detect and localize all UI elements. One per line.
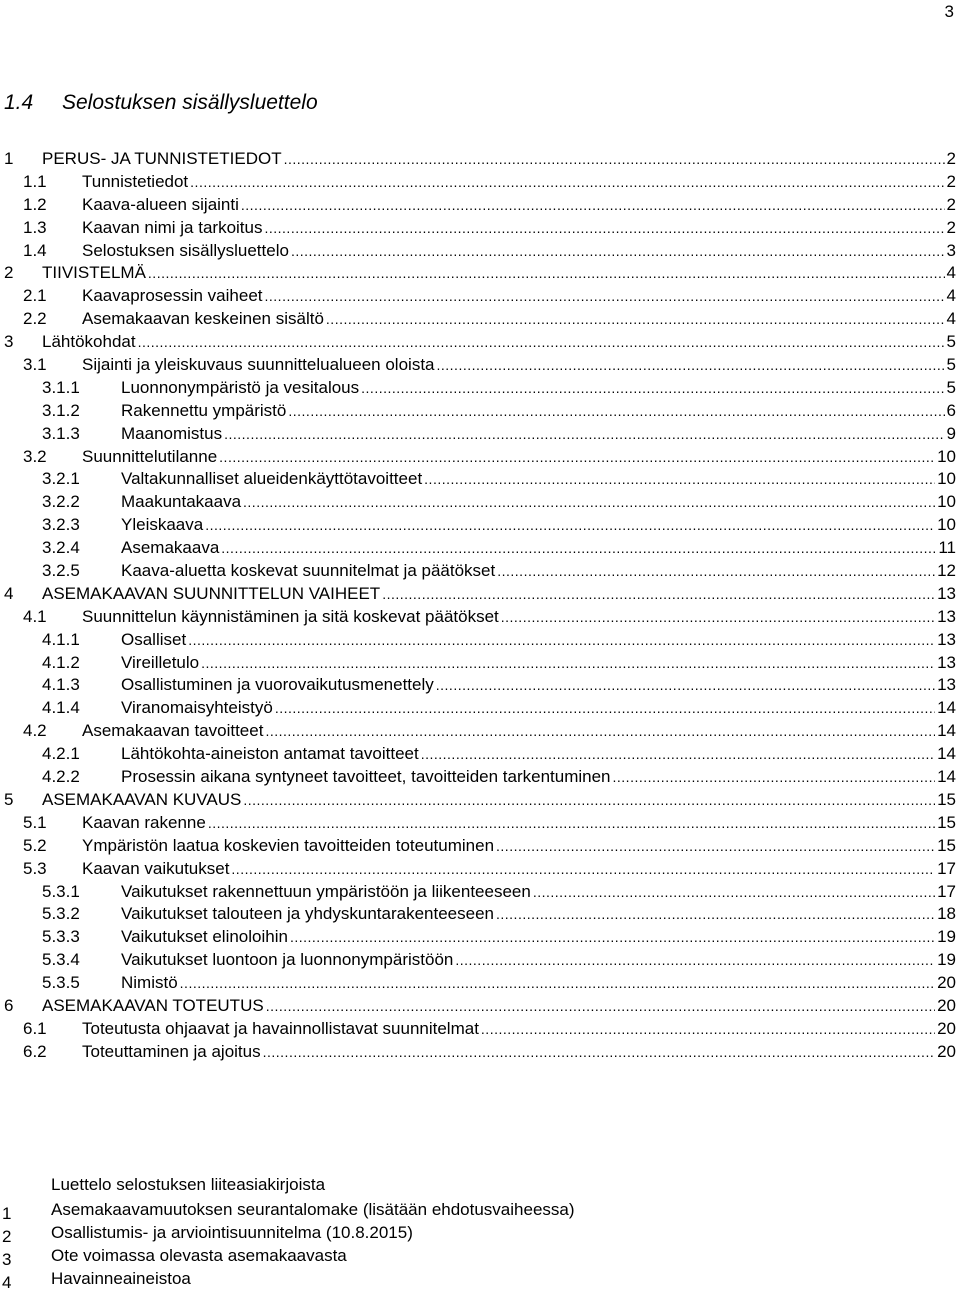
toc-entry-title: Kaava-alueen sijainti [82, 194, 239, 214]
toc-entry[interactable] [0, 629, 960, 652]
toc-entry-page: 14 [937, 698, 956, 718]
toc-entry-page: 15 [937, 812, 956, 832]
toc-entry-number: 3.2.3 [42, 515, 80, 535]
toc-entry-title: Vireilletulo [121, 652, 200, 672]
toc-entry-line [82, 812, 956, 835]
toc-entry-line [82, 446, 956, 469]
toc-leader-dots [501, 606, 935, 629]
toc-entry-number: 5.3.3 [42, 927, 80, 947]
toc-entry-title: ASEMAKAAVAN SUUNNITTELUN VAIHEET [42, 583, 381, 603]
toc-leader-dots [436, 674, 935, 697]
toc-entry[interactable] [0, 652, 960, 675]
toc-entry-page: 3 [946, 240, 956, 260]
toc-entry-page: 13 [937, 583, 956, 603]
toc-leader-dots [481, 1018, 935, 1041]
toc-entry-line [121, 697, 956, 720]
toc-entry-title: Viranomaisyhteistyö [121, 698, 273, 718]
toc-entry-number: 6 [4, 995, 14, 1015]
toc-entry[interactable] [0, 217, 960, 240]
toc-entry-number: 5.3 [23, 858, 47, 878]
toc-entry[interactable] [0, 240, 960, 263]
toc-entry-page: 20 [937, 973, 956, 993]
toc-entry-number: 3.1.1 [42, 377, 80, 397]
attachment-number: 4 [2, 1273, 12, 1292]
toc-entry-page: 20 [937, 1018, 956, 1038]
toc-entry-number: 3.2.2 [42, 492, 80, 512]
toc-entry-title: PERUS- JA TUNNISTETIEDOT [42, 149, 282, 168]
toc-leader-dots [421, 743, 935, 766]
toc-entry-line [121, 423, 956, 446]
toc-entry-number: 1.3 [23, 217, 47, 237]
toc-entry-page: 10 [937, 469, 956, 489]
toc-entry-page: 14 [937, 744, 956, 764]
toc-leader-dots [231, 858, 935, 881]
toc-entry-page: 4 [946, 309, 956, 329]
toc-leader-dots [326, 308, 945, 331]
toc-entry-page: 4 [946, 263, 956, 283]
toc-entry-page: 14 [937, 721, 956, 741]
toc-entry-number: 4.2.1 [42, 744, 80, 764]
toc-entry-page: 4 [946, 286, 956, 306]
toc-entry-line [121, 926, 956, 949]
toc-entry-title: Tunnistetiedot [82, 171, 189, 191]
toc-entry[interactable] [0, 697, 960, 720]
toc-entry-line [42, 789, 956, 812]
toc-leader-dots [496, 835, 935, 858]
toc-entry-title: Nimistö [121, 973, 178, 993]
toc-entry-number: 6.2 [23, 1041, 47, 1061]
toc-entry-title: Kaavan nimi ja tarkoitus [82, 217, 263, 237]
toc-entry-number: 3.1.2 [42, 400, 80, 420]
toc-entry-page: 10 [937, 515, 956, 535]
toc-entry-line [121, 743, 956, 766]
toc-entry-page: 13 [937, 675, 956, 695]
toc-entry-title: Suunnittelutilanne [82, 446, 218, 466]
toc-entry-number: 5.1 [23, 812, 47, 832]
toc-entry-line [121, 972, 956, 995]
toc-entry-line [121, 491, 956, 514]
toc-entry-title: Maanomistus [121, 423, 223, 443]
toc-entry-title: Vaikutukset rakennettuun ympäristöön ja liikenteeseen [121, 881, 531, 901]
toc-entry-title: TIIVISTELMÄ [42, 263, 146, 283]
toc-entry[interactable] [0, 881, 960, 904]
toc-entry-number: 5.3.5 [42, 973, 80, 993]
toc-entry[interactable] [0, 285, 960, 308]
toc-entry-line [121, 674, 956, 697]
toc-entry[interactable] [0, 560, 960, 583]
toc-leader-dots [138, 331, 945, 354]
toc-entry[interactable] [0, 674, 960, 697]
toc-leader-dots [288, 400, 944, 423]
toc-entry-number: 5.3.2 [42, 904, 80, 924]
toc-entry-title: Luonnonympäristö ja vesitalous [121, 377, 360, 397]
toc-entry-line [42, 148, 956, 171]
attachment-number: 2 [2, 1227, 12, 1246]
toc-leader-dots [265, 285, 945, 308]
toc-entry-page: 14 [937, 767, 956, 787]
toc-entry-title: Lähtökohta-aineiston antamat tavoitteet [121, 744, 419, 764]
toc-entry[interactable] [0, 858, 960, 881]
toc-entry-number: 3.2.4 [42, 538, 80, 558]
toc-entry-line [42, 583, 956, 606]
toc-entry-title: Vaikutukset elinoloihin [121, 927, 288, 947]
toc-leader-dots [266, 995, 935, 1018]
toc-leader-dots [361, 377, 944, 400]
toc-entry-title: Toteuttaminen ja ajoitus [82, 1041, 261, 1061]
toc-entry-page: 10 [937, 492, 956, 512]
toc-entry-number: 5.3.4 [42, 950, 80, 970]
toc-entry-number: 1 [4, 149, 14, 168]
toc-entry[interactable] [0, 514, 960, 537]
toc-entry-title: Yleiskaava [121, 515, 204, 535]
toc-entry-number: 2.1 [23, 286, 47, 306]
toc-entry-title: ASEMAKAAVAN TOTEUTUS [42, 995, 264, 1015]
toc-leader-dots [188, 629, 935, 652]
toc-entry-page: 18 [937, 904, 956, 924]
toc-leader-dots [205, 514, 935, 537]
toc-entry-title: Osalliset [121, 629, 187, 649]
toc-entry-title: Toteutusta ohjaavat ja havainnollistavat suunnitelmat [82, 1018, 479, 1038]
toc-entry-title: ASEMAKAAVAN KUVAUS [42, 789, 242, 809]
toc-entry-number: 3 [4, 332, 14, 352]
toc-entry-page: 17 [937, 858, 956, 878]
toc-entry-number: 4 [4, 583, 14, 603]
table-of-contents [0, 148, 960, 1064]
toc-entry-line [121, 881, 956, 904]
toc-entry[interactable] [0, 766, 960, 789]
toc-entry-number: 2.2 [23, 309, 47, 329]
toc-leader-dots [497, 560, 935, 583]
toc-entry-line [121, 949, 956, 972]
toc-entry[interactable] [0, 743, 960, 766]
toc-entry[interactable] [0, 972, 960, 995]
toc-entry[interactable] [0, 308, 960, 331]
toc-entry-title: Rakennettu ympäristö [121, 400, 287, 420]
toc-entry[interactable] [0, 148, 960, 171]
toc-entry-page: 13 [937, 606, 956, 626]
toc-entry-number: 3.2 [23, 446, 47, 466]
toc-leader-dots [243, 789, 935, 812]
attachment-number: 3 [2, 1250, 12, 1269]
toc-entry-title: Lähtökohdat [42, 332, 136, 352]
page-number: 3 [944, 2, 954, 21]
toc-leader-dots [455, 949, 935, 972]
toc-leader-dots [533, 881, 935, 904]
toc-entry[interactable] [0, 468, 960, 491]
attachment-text: Osallistumis- ja arviointisuunnitelma (10.8.2015) [51, 1223, 413, 1242]
toc-entry-title: Asemakaavan tavoitteet [82, 721, 264, 741]
toc-entry[interactable] [0, 995, 960, 1018]
toc-entry-line [82, 1018, 956, 1041]
toc-entry-page: 11 [938, 538, 956, 558]
toc-entry[interactable] [0, 606, 960, 629]
toc-entry-page: 19 [937, 950, 956, 970]
toc-leader-dots [263, 1041, 935, 1064]
toc-leader-dots [382, 583, 935, 606]
toc-entry-number: 1.2 [23, 194, 47, 214]
toc-entry-title: Kaavaprosessin vaiheet [82, 286, 263, 306]
toc-entry-number: 2 [4, 263, 14, 283]
toc-leader-dots [284, 148, 945, 171]
toc-entry[interactable] [0, 903, 960, 926]
toc-entry[interactable] [0, 720, 960, 743]
toc-entry[interactable] [0, 194, 960, 217]
toc-entry-number: 4.2.2 [42, 767, 80, 787]
toc-leader-dots [290, 926, 935, 949]
toc-entry-line [121, 652, 956, 675]
toc-entry-title: Vaikutukset luontoon ja luonnonympäristöön [121, 950, 454, 970]
attachments-title: Luettelo selostuksen liiteasiakirjoista [51, 1175, 326, 1194]
toc-entry-title: Asemakaavan keskeinen sisältö [82, 309, 324, 329]
toc-entry[interactable] [0, 1018, 960, 1041]
toc-entry[interactable] [0, 835, 960, 858]
toc-entry-number: 1.1 [23, 171, 47, 191]
toc-entry-line [82, 858, 956, 881]
toc-entry-page: 17 [937, 881, 956, 901]
toc-entry-title: Maakuntakaava [121, 492, 242, 512]
toc-entry-line [121, 903, 956, 926]
toc-entry-title: Kaavan rakenne [82, 812, 206, 832]
toc-entry-page: 5 [946, 332, 956, 352]
toc-entry-page: 13 [937, 652, 956, 672]
toc-entry-line [82, 720, 956, 743]
toc-entry-page: 2 [946, 149, 956, 168]
toc-entry-title: Suunnittelun käynnistäminen ja sitä koskevat päätökset [82, 606, 499, 626]
toc-entry-line [82, 194, 956, 217]
toc-entry-title: Selostuksen sisällysluettelo [82, 240, 289, 260]
attachment-text: Ote voimassa olevasta asemakaavasta [51, 1246, 347, 1265]
section-heading-title: Selostuksen sisällysluettelo [62, 91, 318, 114]
section-heading-number: 1.4 [4, 91, 34, 114]
toc-leader-dots [424, 468, 935, 491]
toc-entry[interactable] [0, 377, 960, 400]
toc-entry-line [121, 537, 956, 560]
toc-entry[interactable] [0, 400, 960, 423]
toc-entry-line [82, 354, 956, 377]
toc-entry-line [82, 171, 956, 194]
toc-entry-page: 2 [946, 194, 956, 214]
toc-leader-dots [208, 812, 935, 835]
toc-leader-dots [180, 972, 935, 995]
toc-entry-title: Ympäristön laatua koskevien tavoitteiden toteutuminen [82, 835, 495, 855]
toc-leader-dots [201, 652, 935, 675]
toc-entry-line [42, 995, 956, 1018]
toc-leader-dots [190, 171, 944, 194]
toc-entry-line [82, 835, 956, 858]
toc-entry-page: 19 [937, 927, 956, 947]
toc-entry-page: 12 [937, 561, 956, 581]
toc-leader-dots [219, 446, 935, 469]
toc-entry[interactable] [0, 446, 960, 469]
toc-entry[interactable] [0, 789, 960, 812]
toc-leader-dots [275, 697, 935, 720]
toc-entry-line [121, 400, 956, 423]
toc-entry-page: 2 [946, 217, 956, 237]
toc-entry-page: 10 [937, 446, 956, 466]
toc-leader-dots [613, 766, 936, 789]
toc-entry[interactable] [0, 171, 960, 194]
toc-entry-line [121, 377, 956, 400]
toc-leader-dots [241, 194, 945, 217]
toc-entry-number: 3.2.1 [42, 469, 80, 489]
toc-entry-title: Asemakaava [121, 538, 220, 558]
toc-leader-dots [437, 354, 945, 377]
toc-entry-title: Kaava-aluetta koskevat suunnitelmat ja päätökset [121, 561, 496, 581]
toc-entry-title: Prosessin aikana syntyneet tavoitteet, tavoitteiden tarkentuminen [121, 767, 611, 787]
toc-entry-number: 6.1 [23, 1018, 47, 1038]
toc-entry[interactable] [0, 262, 960, 285]
section-heading [4, 91, 318, 115]
toc-entry-line [82, 240, 956, 263]
toc-leader-dots [291, 240, 945, 263]
toc-entry-page: 6 [946, 400, 956, 420]
toc-entry-line [42, 331, 956, 354]
toc-entry-number: 5.3.1 [42, 881, 80, 901]
toc-entry[interactable] [0, 423, 960, 446]
toc-entry-number: 4.1.1 [42, 629, 80, 649]
attachment-text: Havainneaineistoa [51, 1269, 191, 1288]
toc-entry-page: 15 [937, 789, 956, 809]
toc-leader-dots [224, 423, 944, 446]
attachment-number: 1 [2, 1204, 12, 1223]
toc-entry-number: 5.2 [23, 835, 47, 855]
toc-entry-number: 4.1.3 [42, 675, 80, 695]
toc-entry-number: 3.1 [23, 355, 47, 375]
toc-entry-page: 5 [946, 377, 956, 397]
toc-entry-line [82, 1041, 956, 1064]
toc-entry-number: 4.1.2 [42, 652, 80, 672]
toc-leader-dots [264, 217, 944, 240]
toc-entry-line [82, 308, 956, 331]
toc-entry-title: Kaavan vaikutukset [82, 858, 230, 878]
toc-entry[interactable] [0, 949, 960, 972]
toc-leader-dots [243, 491, 935, 514]
toc-leader-dots [496, 903, 935, 926]
toc-entry-line [82, 285, 956, 308]
toc-entry-number: 4.1 [23, 606, 47, 626]
toc-entry-page: 15 [937, 835, 956, 855]
toc-leader-dots [265, 720, 935, 743]
toc-entry-line [121, 514, 956, 537]
toc-entry-line [82, 606, 956, 629]
toc-entry-number: 3.2.5 [42, 561, 80, 581]
toc-entry-line [121, 766, 956, 789]
toc-entry-number: 1.4 [23, 240, 47, 260]
toc-entry[interactable] [0, 354, 960, 377]
toc-entry-number: 4.1.4 [42, 698, 80, 718]
toc-leader-dots [148, 262, 945, 285]
toc-entry[interactable] [0, 491, 960, 514]
toc-entry[interactable] [0, 812, 960, 835]
toc-entry-title: Vaikutukset talouteen ja yhdyskuntarakenteeseen [121, 904, 494, 924]
toc-entry[interactable] [0, 583, 960, 606]
toc-entry[interactable] [0, 537, 960, 560]
toc-entry-page: 5 [946, 355, 956, 375]
toc-entry-title: Valtakunnalliset alueidenkäyttötavoitteet [121, 469, 423, 489]
toc-entry-page: 20 [937, 995, 956, 1015]
attachment-text: Asemakaavamuutoksen seurantalomake (lisätään ehdotusvaiheessa) [51, 1200, 575, 1219]
toc-entry-number: 5 [4, 789, 14, 809]
toc-entry-page: 20 [937, 1041, 956, 1061]
toc-entry-line [121, 629, 956, 652]
toc-entry-number: 4.2 [23, 721, 47, 741]
toc-entry-title: Sijainti ja yleiskuvaus suunnittelualueen oloista [82, 355, 435, 375]
toc-entry-line [121, 468, 956, 491]
toc-leader-dots [221, 537, 936, 560]
toc-entry-title: Osallistuminen ja vuorovaikutusmenettely [121, 675, 434, 695]
toc-entry-page: 9 [946, 423, 956, 443]
toc-entry-line [82, 217, 956, 240]
toc-entry-page: 2 [946, 171, 956, 191]
toc-entry-line [42, 262, 956, 285]
toc-entry[interactable] [0, 926, 960, 949]
toc-entry[interactable] [0, 1041, 960, 1064]
toc-entry[interactable] [0, 331, 960, 354]
toc-entry-page: 13 [937, 629, 956, 649]
toc-entry-number: 3.1.3 [42, 423, 80, 443]
toc-entry-line [121, 560, 956, 583]
